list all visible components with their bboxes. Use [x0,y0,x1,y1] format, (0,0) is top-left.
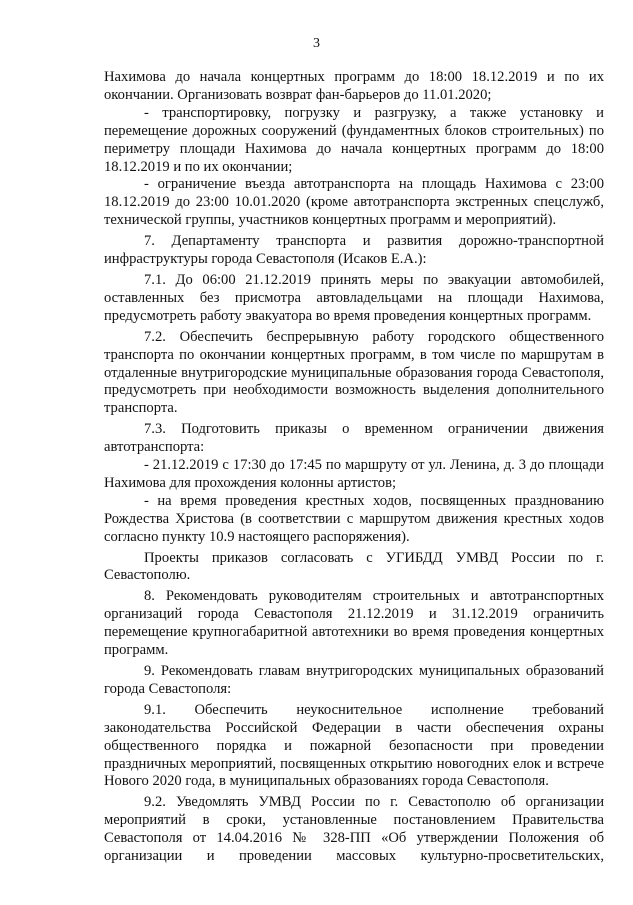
paragraph-route-processions: - на время проведения крестных ходов, посвященных празднованию Рождества Христова (в соответствии с маршрутом движения крестных ходов согласно пункту 10.9 настоящего распоряжения). [104,492,604,545]
paragraph-route-artists: - 21.12.2019 с 17:30 до 17:45 по маршруту от ул. Ленина, д. 3 до площади Нахимова для прохождения колонны артистов; [104,457,604,491]
paragraph-item-9-2: 9.2. Уведомлять УМВД России по г. Севастополю об организации мероприятий в сроки, установленные постановлением Правительства Севастополя от 14.04.2016 № 328-ПП «Об утверждении Положения об организации и проведении массовых культурно-просветительских, [104,794,604,865]
document-body [104,69,604,866]
paragraph-item-7-2: 7.2. Обеспечить беспрерывную работу городского общественного транспорта по окончании концертных программ, в том числе по маршрутам в отдаленные внутригородские муниципальные образования города Севастополя, предусмотреть при необходимости возможность выделения дополнительного транспорта. [104,328,604,417]
paragraph-item-9-1: 9.1. Обеспечить неукоснительное исполнение требований законодательства Российской Федерации в части обеспечения охраны общественного порядка и пожарной безопасности при проведении праздничных мероприятий, посвященных открытию новогодних елок и встрече Нового 2020 года, в муниципальных образованиях города Севастополя. [104,701,604,790]
paragraph-orders-approval: Проекты приказов согласовать с УГИБДД УМВД России по г. Севастополю. [104,549,604,584]
paragraph-item-7-1: 7.1. До 06:00 21.12.2019 принять меры по эвакуации автомобилей, оставленных без присмотра автовладельцами на площади Нахимова, предусмотреть работу эвакуатора во время проведения концертных программ. [104,271,604,324]
paragraph-item-7: 7. Департаменту транспорта и развития дорожно-транспортной инфраструктуры города Севастополя (Исаков Е.А.): [104,233,604,268]
paragraph-continuation: Нахимова до начала концертных программ до 18:00 18.12.2019 и по их окончании. Организовать возврат фан-барьеров до 11.01.2020; [104,69,604,103]
page-number: 3 [313,36,320,51]
paragraph-item-9: 9. Рекомендовать главам внутригородских муниципальных образований города Севастополя: [104,663,604,697]
paragraph-item-8: 8. Рекомендовать руководителям строительных и автотранспортных организаций города Севастополя 21.12.2019 и 31.12.2019 ограничить перемещение крупногабаритной автотехники во время проведения концертных программ. [104,588,604,659]
paragraph-entry-restriction: - ограничение въезда автотранспорта на площадь Нахимова с 23:00 18.12.2019 до 23:00 10.01.2020 (кроме автотранспорта экстренных спецслужб, технической группы, участников концертных программ и мероприятий). [104,176,604,229]
paragraph-transport-installation: - транспортировку, погрузку и разгрузку, а также установку и перемещение дорожных сооружений (фундаментных блоков строительных) по периметру площади Нахимова до начала концертных программ до 18:00 18.12.2019 и по их окончании; [104,104,604,175]
paragraph-item-7-3: 7.3. Подготовить приказы о временном ограничении движения автотранспорта: [104,421,604,456]
